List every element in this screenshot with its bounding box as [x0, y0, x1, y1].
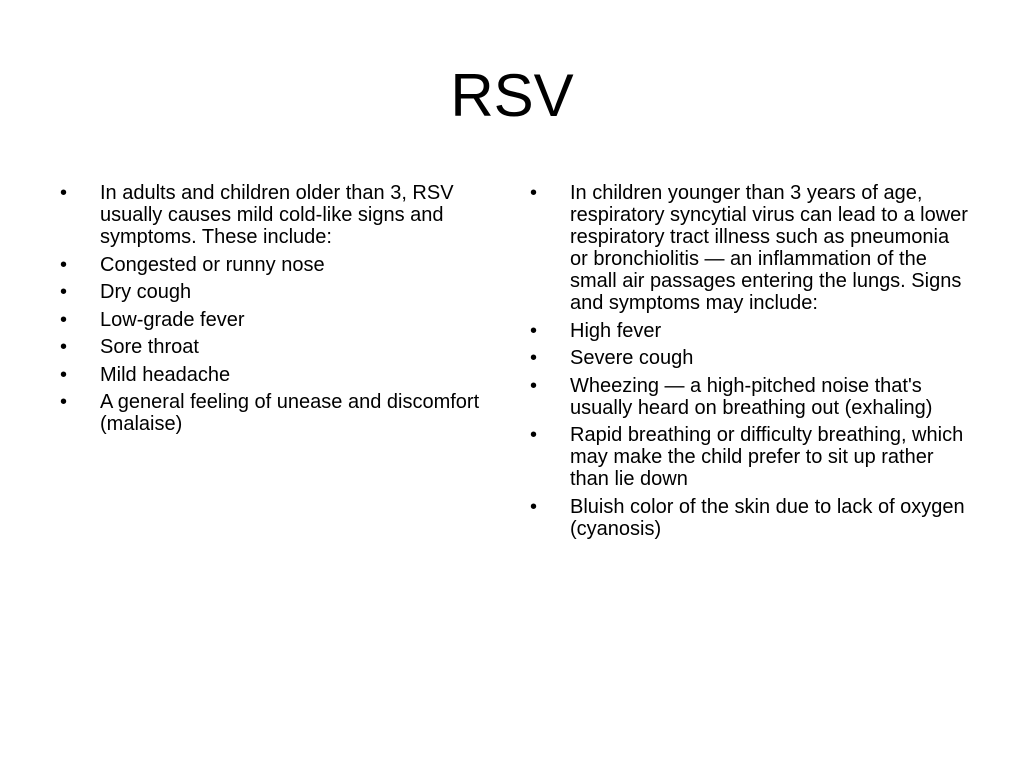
- bullet-icon: •: [530, 374, 538, 397]
- list-item: [530, 320, 970, 342]
- list-item-text: Low-grade fever: [100, 308, 245, 331]
- list-item-text: Rapid breathing or difficulty breathing, which may make the child prefer to sit up rather than lie down: [570, 424, 964, 490]
- list-item: [60, 364, 480, 386]
- list-item-text: Wheezing — a high-pitched noise that's usually heard on breathing out (exhaling): [570, 374, 933, 419]
- list-item: [530, 182, 970, 314]
- list-item: [60, 336, 480, 358]
- list-item-text: High fever: [570, 319, 662, 342]
- left-bullet-list: [60, 182, 480, 441]
- list-item-text: Dry cough: [100, 281, 192, 303]
- bullet-icon: •: [530, 182, 538, 204]
- list-item: [530, 375, 970, 419]
- right-bullet-list: [530, 182, 970, 545]
- bullet-icon: •: [60, 391, 68, 413]
- list-item-text: Congested or runny nose: [100, 253, 325, 276]
- list-item: [530, 424, 970, 490]
- bullet-icon: •: [60, 281, 68, 303]
- bullet-icon: •: [530, 319, 538, 342]
- bullet-icon: •: [60, 336, 68, 358]
- list-item-text: In adults and children older than 3, RSV usually causes mild cold-like signs and symptoms. These include:: [100, 182, 454, 248]
- bullet-icon: •: [60, 182, 68, 204]
- list-item-text: Mild headache: [100, 363, 231, 386]
- list-item: [60, 391, 480, 435]
- bullet-icon: •: [60, 363, 68, 386]
- list-item: [530, 496, 970, 540]
- list-item-text: Sore throat: [100, 336, 199, 358]
- bullet-icon: •: [530, 495, 538, 518]
- list-item-text: Severe cough: [570, 347, 694, 369]
- slide-title: RSV: [450, 62, 574, 129]
- bullet-icon: •: [530, 424, 538, 446]
- list-item: [60, 182, 480, 248]
- list-item-text: In children younger than 3 years of age, respiratory syncytial virus can lead to a lower respiratory tract illness such as pneumonia or bronchiolitis — an inflammation of the small air passages entering the lungs. Signs and symptoms may include:: [570, 182, 968, 314]
- list-item: [60, 281, 480, 303]
- list-item: [530, 347, 970, 369]
- list-item-text: Bluish color of the skin due to lack of oxygen (cyanosis): [570, 495, 965, 540]
- bullet-icon: •: [530, 347, 538, 369]
- list-item: [60, 254, 480, 276]
- list-item: [60, 309, 480, 331]
- bullet-icon: •: [60, 253, 68, 276]
- list-item-text: A general feeling of unease and discomfort (malaise): [100, 391, 480, 435]
- bullet-icon: •: [60, 308, 68, 331]
